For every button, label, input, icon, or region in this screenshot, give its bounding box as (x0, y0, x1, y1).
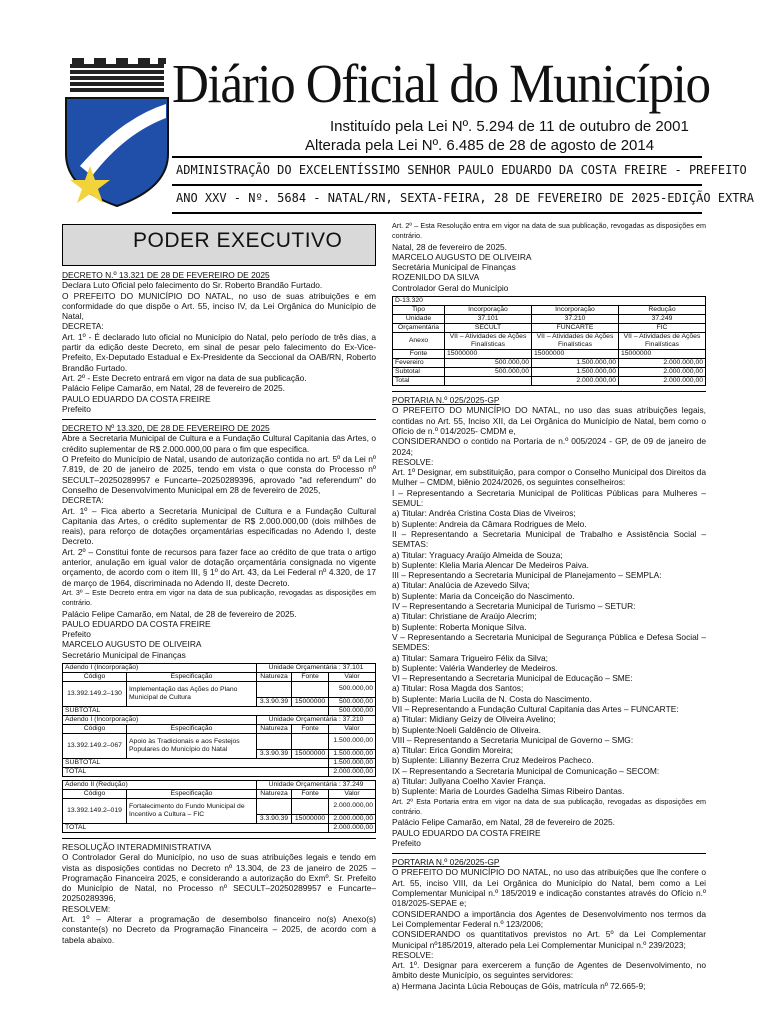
table-cell: 1.500.000,00 (532, 359, 619, 368)
subtotal-label: SUBTOTAL (63, 758, 329, 767)
decree-line: Palácio Felipe Camarão, em Natal, 28 de fevereiro de 2025. (62, 383, 285, 394)
divider (62, 838, 376, 839)
table-cell: 15000000 (445, 350, 532, 359)
portaria-line: CONSIDERANDO os quantitativos previstos no Art. 5º da Lei Complementar Municipal nº185/2019, alterado pela Lei Complementar Municipal n.º 239/2023; (392, 929, 706, 950)
signatory-name: ROZENILDO DA SILVA (392, 272, 480, 283)
resolution-line: Natal, 28 de fevereiro de 2025. (392, 241, 508, 252)
col-header: Natureza (257, 789, 292, 798)
col-header: Especificação (127, 724, 257, 733)
col-header: Especificação (127, 672, 257, 681)
table-cell: 500.000,00 (445, 368, 532, 377)
decree-line: Prefeito (62, 629, 91, 640)
divider (62, 419, 376, 420)
total-label: TOTAL (63, 767, 329, 776)
amendment-law: Alterada pela Lei Nº. 6.485 de 28 de agosto de 2014 (305, 137, 655, 154)
col-header: Redução (619, 306, 706, 315)
col-header: Fonte (292, 789, 329, 798)
resolution-line: Art. 2º – Esta Resolução entra em vigor na data de sua publicação, revogadas as disposições em contrário. (392, 221, 706, 241)
portaria-line: Art. 1º. Designar para exercerem a função de Agentes de Desenvolvimento, no âmbito deste Município, os seguintes servidores: (392, 960, 706, 981)
col-header: Valor (329, 672, 376, 681)
newspaper-title: Diário Oficial do Município (172, 53, 710, 114)
signatory-role: Secretária Municipal de Finanças (392, 262, 516, 273)
portaria-line: VI – Representando a Secretaria Municipal de Educação – SME: (392, 673, 633, 684)
value-cell: 2.000.000,00 (329, 798, 376, 814)
source-cell: 15000000 (292, 814, 329, 823)
institution-law: Instituído pela Lei Nº. 5.294 de 11 de outubro de 2001 (330, 118, 689, 135)
decree-line: PAULO EDUARDO DA COSTA FREIRE (62, 618, 211, 629)
table-cell: 15000000 (619, 350, 706, 359)
table-cell: 2.000.000,00 (619, 359, 706, 368)
portaria-line: a) Titular: Analúcia de Azevedo Silva; (392, 580, 530, 591)
subtotal-value: 500.000,00 (329, 706, 376, 715)
row-label: Anexo (393, 333, 445, 350)
table-cell: VII – Atividades de Ações Finalísticas (445, 333, 532, 350)
row-label: Fonte (393, 350, 445, 359)
portaria-line: CONSIDERANDO o contido na Portaria de n.º 005/2024 - GP, de 09 de janeiro de 2024; (392, 436, 706, 457)
table-cell (445, 377, 532, 386)
table-cell: 37.249 (619, 315, 706, 324)
signatory-role: Controlador Geral do Município (392, 282, 509, 293)
masthead (0, 0, 768, 215)
value-cell: 1.500.000,00 (329, 749, 376, 758)
edition-line: ANO XXV - Nº. 5684 - NATAL/RN, SEXTA-FEIRA, 28 DE FEVEREIRO DE 2025-EDIÇÃO EXTRA (176, 191, 754, 205)
table-cell: 1.500.000,00 (532, 368, 619, 377)
decree-line: MARCELO AUGUSTO DE OLIVEIRA (62, 639, 202, 650)
table-title: D-13.320 (393, 297, 706, 306)
table-cell: FIC (619, 324, 706, 333)
nature-cell: 3.3.90.39 (257, 749, 292, 758)
col-header: Código (63, 672, 127, 681)
portaria-line: III – Representando a Secretaria Municipal de Planejamento – SEMPLA: (392, 570, 662, 581)
adendo-table (62, 780, 376, 833)
decree-header: DECRETO Nº 13.320, DE 28 DE FEVEREIRO DE 2025 (62, 423, 270, 434)
decree-header: DECRETO N.º 13.321 DE 28 DE FEVEREIRO DE 2025 (62, 270, 270, 280)
decree-line: Prefeito (62, 403, 91, 414)
row-label: Fevereiro (393, 359, 445, 368)
decree-line: Art. 1º – Fica aberto a Secretaria Municipal de Cultura e a Fundação Cultural Capitania das Artes, o crédito suplementar de R$ 2.000.000,00 (dois milhões de reais), para reforço de dotações orçamentárias especificadas no Adendo I, deste Decreto. (62, 505, 376, 547)
decree-line: Declara Luto Oficial pelo falecimento do Sr. Roberto Brandão Furtado. (62, 280, 323, 291)
section-banner (62, 224, 376, 266)
masthead-rule (172, 184, 702, 186)
resolution-line: Art. 1º – Alterar a programação de desembolso financeiro no(s) Anexo(s) constante(s) no Decreto da Programação Financeira – 2025, de acordo com a tabela abaixo. (62, 914, 376, 945)
portaria-line: Prefeito (392, 837, 421, 848)
value-cell: 500.000,00 (329, 681, 376, 697)
nature-cell: 3.3.90.39 (257, 697, 292, 706)
adendo-unit: Unidade Orçamentária : 37.101 (257, 663, 376, 672)
portaria-line: IV – Representando a Secretaria Municipal de Turismo – SETUR: (392, 601, 636, 612)
portaria-line: Art. 2º Esta Portaria entra em vigor na data de sua publicação, revogadas as disposições em contrário. (392, 796, 706, 816)
portaria-line: b) Suplente: Valéria Wanderley de Medeiros. (392, 662, 558, 673)
table-cell: SECULT (445, 324, 532, 333)
table-cell: VII – Atividades de Ações Finalísticas (532, 333, 619, 350)
resolution-line: O Controlador Geral do Município, no uso de suas atribuições legais e tendo em vista as disposições contidas no Decreto nº 13.304, de 23 de janeiro de 2025 – Programação Financeira 2025, e considerando a autorização do Exmº. Sr. Prefeito do Município de Natal, no Processo nº SECULT–20250289957 e Funcarte–20250289396, (62, 852, 376, 904)
left-column (62, 224, 376, 945)
value-cell: 1.500.000,00 (329, 733, 376, 749)
adendo-title: Adendo I (Incorporação) (63, 663, 257, 672)
source-cell: 15000000 (292, 697, 329, 706)
row-label: Unidade (393, 315, 445, 324)
col-header: Tipo (393, 306, 445, 315)
portaria-line: RESOLVE: (392, 949, 434, 960)
decree-line: Secretário Municipal de Finanças (62, 649, 186, 660)
portaria-line: b) Suplente: Klelia Maria Alencar De Medeiros Paiva. (392, 559, 589, 570)
col-header: Código (63, 724, 127, 733)
signatory-name: MARCELO AUGUSTO DE OLIVEIRA (392, 251, 532, 262)
portaria-line: b) Suplente:Noeli Galdêncio de Oliveira. (392, 724, 541, 735)
value-cell: 500.000,00 (329, 697, 376, 706)
adendo-table (62, 663, 376, 777)
portaria-line: b) Suplente: Maria de Lourdes Gadelha Simas Ribeiro Dantas. (392, 786, 625, 797)
portaria-header: PORTARIA N.º 025/2025-GP (392, 395, 500, 406)
portaria-line: a) Titular: Jullyana Coelho Xavier França. (392, 776, 546, 787)
spec-cell: Implementação das Ações do Plano Municipal de Cultura (127, 681, 257, 706)
decree-line: Palácio Felipe Camarão, em Natal, de 28 de fevereiro de 2025. (62, 608, 297, 619)
code-cell: 13.392.149.2–019 (63, 798, 127, 823)
nature-cell: 3.3.90.39 (257, 814, 292, 823)
col-header: Natureza (257, 724, 292, 733)
col-header: Fonte (292, 724, 329, 733)
adendo-unit: Unidade Orçamentária : 37.210 (257, 715, 376, 724)
programming-table (392, 296, 706, 386)
portaria-line: VIII – Representando a Secretaria Municipal de Governo – SMG: (392, 734, 634, 745)
portaria-header: PORTARIA N.º 026/2025-GP (392, 857, 500, 868)
table-cell: 37.210 (532, 315, 619, 324)
code-cell: 13.392.149.2–067 (63, 733, 127, 758)
section-title: PODER EXECUTIVO (133, 229, 343, 252)
resolution-line: RESOLVEM: (62, 903, 111, 914)
portaria-line: a) Titular: Erica Gondim Moreira; (392, 745, 514, 756)
portaria-line: II – Representando a Secretaria Municipal de Trabalho e Assistência Social – SEMTAS: (392, 528, 706, 550)
portaria-body (392, 405, 706, 796)
portaria-line: a) Titular: Andréa Cristina Costa Dias de Viveiros; (392, 508, 576, 519)
masthead-rule (172, 212, 702, 214)
portaria-line: PAULO EDUARDO DA COSTA FREIRE (392, 827, 541, 838)
portaria-line: CONSIDERANDO a importância dos Agentes de Desenvolvimento nos termos da Lei Complementar Federal n.º 123/2006; (392, 908, 706, 929)
portaria-line: RESOLVE: (392, 456, 434, 467)
portaria-line: b) Suplente: Roberta Monique Silva. (392, 621, 527, 632)
col-header: Valor (329, 724, 376, 733)
col-header: Código (63, 789, 127, 798)
decree-line: Art. 1º - É declarado luto oficial no Município do Natal, pelo período de três dias, a partir da edição deste Decreto, em sinal de pesar pelo falecimento do Ex-Vice-Prefeito, Ex-Deputado Estadual e Ex-Presidente da Seccional da OAB/RN, Roberto Brandão Furtado. (62, 331, 376, 373)
portaria-body (392, 867, 706, 991)
divider (392, 391, 706, 392)
total-label: TOTAL (63, 823, 329, 832)
table-cell: 2.000.000,00 (619, 368, 706, 377)
portaria-line: O PREFEITO DO MUNICÍPIO DO NATAL, no uso das suas atribuições legais, contidas no Art. 55, Inciso XII, da Lei Orgânica do Município de Natal, bem como o Ofício de n.º 014/2025- CMDM e, (392, 405, 706, 436)
subtotal-label: SUBTOTAL (63, 706, 329, 715)
decree-line: DECRETA: (62, 495, 104, 506)
portaria-line: O PREFEITO DO MUNICÍPIO DO NATAL, no uso das atribuições que lhe confere o Art. 55, inciso VIII, da Lei Orgânica do Município do Natal, bem como a Lei Complementar Municipal n.º 185/2019 e indicação constantes através do Ofício n.º 018/2025-SEPAE e; (392, 867, 706, 909)
table-cell: 2.000.000,00 (532, 377, 619, 386)
portaria-line: a) Hermana Jacinta Lúcia Rebouças de Góis, matrícula nº 72.665-9; (392, 980, 646, 991)
divider (392, 853, 706, 854)
table-cell: 500.000,00 (445, 359, 532, 368)
spec-cell: Fortalecimento do Fundo Municipal de Incentivo a Cultura – FIC (127, 798, 257, 823)
spec-cell: Apoio às Tradicionais e aos Festejos Populares do Município do Natal (127, 733, 257, 758)
col-header: Incorporação (445, 306, 532, 315)
adendo-title: Adendo II (Redução) (63, 780, 257, 789)
administration-line: ADMINISTRAÇÃO DO EXCELENTÍSSIMO SENHOR PAULO EDUARDO DA COSTA FREIRE - PREFEITO (176, 163, 747, 177)
portaria-line: VII – Representando a Fundação Cultural Capitania das Artes – FUNCARTE: (392, 703, 679, 714)
portaria-line: a) Titular: Rosa Magda dos Santos; (392, 683, 524, 694)
decree-line: O PREFEITO DO MUNICÍPIO DO NATAL, no uso de suas atribuições e em conformidade do que dispõe o Art. 55, inciso IV, da Lei Orgânica do Município de Natal, (62, 290, 376, 322)
table-cell: FUNCARTE (532, 324, 619, 333)
table-cell: 37.101 (445, 315, 532, 324)
row-label: Orçamentária (393, 324, 445, 333)
decree-line: Art. 2º - Este Decreto entrará em vigor na data de sua publicação. (62, 372, 307, 383)
portaria-line: b) Suplente: Lilianny Bezerra Cruz Medeiros Pacheco. (392, 755, 594, 766)
decree-line: PAULO EDUARDO DA COSTA FREIRE (62, 393, 211, 404)
portaria-line: b) Suplente: Maria Lucila de N. Costa do Nascimento. (392, 693, 592, 704)
right-column (392, 221, 706, 991)
decree-line: Art. 2º – Constitui fonte de recursos para fazer face ao crédito de que trata o artigo anterior, anulação em igual valor de dotação orçamentária consignada no vigente orçamento, de acordo com o item III, § 1º do Art. 43, da Lei Federal nº 4.320, de 17 de março de 1964, discriminada no Adendo II, deste Decreto. (62, 546, 376, 588)
portaria-line: V – Representando a Secretaria Municipal de Segurança Pública e Defesa Social – SEMDES: (392, 631, 706, 653)
decree-line: O Prefeito do Município de Natal, usando de autorização contida no art. 5º da Lei nº 7.819, de 20 de janeiro de 2025, tendo em vista o que consta do Processo nº SECULT–20250289957 e Funcarte–20250289396, aprovado "ad referendum" do Conselho de Desenvolvimento Municipal em 28 de fevereiro de 2025, (62, 454, 376, 495)
row-label: Total (393, 377, 445, 386)
col-header: Incorporação (532, 306, 619, 315)
decree-line: Abre a Secretaria Municipal de Cultura e a Fundação Cultural Capitania das Artes, o crédito suplementar de R$ 2.000.000,00 para o fim que especifica. (62, 433, 376, 454)
portaria-line: Palácio Felipe Camarão, em Natal, 28 de fevereiro de 2025. (392, 817, 615, 828)
portaria-line: a) Titular: Yraguacy Araújo Almeida de Souza; (392, 549, 563, 560)
portaria-line: a) Titular: Midiany Geizy de Oliveira Avelino; (392, 714, 556, 725)
portaria-line: IX – Representando a Secretaria Municipal de Comunicação – SECOM: (392, 765, 660, 776)
portaria-line: b) Suplente: Maria da Conceição do Nascimento. (392, 590, 575, 601)
adendo-title: Adendo I (Incorporação) (63, 715, 257, 724)
portaria-line: a) Titular: Christiane de Araújo Alecrim; (392, 611, 537, 622)
subtotal-value: 1.500.000,00 (329, 758, 376, 767)
masthead-rule (172, 156, 702, 158)
adendo-unit: Unidade Orçamentária : 37.249 (257, 780, 376, 789)
city-crest-icon (62, 58, 172, 208)
decree-line: DECRETA: (62, 321, 104, 332)
col-header: Fonte (292, 672, 329, 681)
value-cell: 2.000.000,00 (329, 814, 376, 823)
portaria-line: a) Titular: Samara Trigueiro Félix da Silva; (392, 652, 548, 663)
portaria-line: b) Suplente: Andreia da Câmara Rodrigues de Melo. (392, 518, 587, 529)
col-header: Especificação (127, 789, 257, 798)
table-cell: VII – Atividades de Ações Finalísticas (619, 333, 706, 350)
source-cell: 15000000 (292, 749, 329, 758)
table-cell: 2.000.000,00 (619, 377, 706, 386)
code-cell: 13.392.149.2–130 (63, 681, 127, 706)
portaria-line: Art. 1º Designar, em substituição, para compor o Conselho Municipal dos Direitos da Mulher – CMDM, biênio 2024/2026, os seguintes conselheiros: (392, 467, 706, 488)
row-label: Subtotal (393, 368, 445, 377)
portaria-line: I – Representando a Secretaria Municipal de Políticas Públicas para Mulheres – SEMUL: (392, 487, 706, 509)
total-value: 2.000.000,00 (329, 767, 376, 776)
resolution-header: RESOLUÇÃO INTERADMINISTRATIVA (62, 841, 212, 852)
table-cell: 15000000 (532, 350, 619, 359)
col-header: Natureza (257, 672, 292, 681)
col-header: Valor (329, 789, 376, 798)
decree-line: Art. 3º – Este Decreto entra em vigor na data de sua publicação, revogadas as disposições em contrário. (62, 587, 376, 608)
total-value: 2.000.000,00 (329, 823, 376, 832)
